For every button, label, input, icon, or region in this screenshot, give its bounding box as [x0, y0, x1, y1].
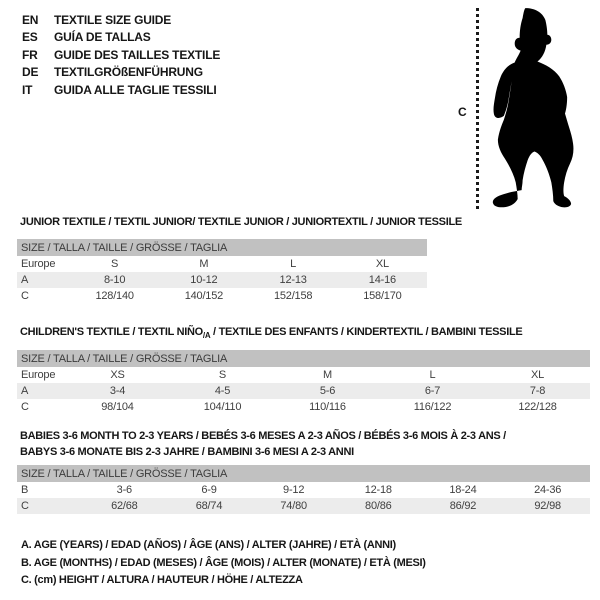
table-row-age-months [17, 482, 590, 498]
size-cell: 14-16 [338, 272, 427, 288]
legend-age-months: B. AGE (MONTHS) / EDAD (MESES) / ÂGE (MOIS) / ALTER (MONATE) / ETÀ (MESI) [21, 556, 426, 569]
language-label: TEXTILE SIZE GUIDE [54, 12, 172, 27]
size-cell: 18-24 [449, 484, 477, 496]
height-dashed-line [476, 8, 479, 211]
size-cell: 122/128 [518, 401, 557, 413]
babies-title-line1: BABIES 3-6 MONTH TO 2-3 YEARS / BEBÉS 3-6 MESES A 2-3 AÑOS / BÉBÉS 3-6 MOIS À 2-3 ANS / [20, 430, 506, 442]
size-cell: 104/110 [203, 401, 242, 413]
size-header-text: SIZE / TALLA / TAILLE / GRÖSSE / TAGLIA [17, 350, 590, 367]
size-cell: 12-13 [249, 272, 338, 288]
language-code: IT [22, 82, 33, 97]
language-code: FR [22, 47, 38, 62]
row-label-cell: C [17, 498, 82, 514]
table-row-height [17, 288, 427, 304]
table-row-height [17, 498, 590, 514]
children-title-text: / TEXTILE DES ENFANTS / KINDERTEXTIL / BAMBINI TESSILE [210, 326, 523, 338]
children-table-title [20, 326, 522, 340]
babies-size-table [17, 465, 590, 514]
row-label-cell: A [17, 383, 65, 399]
language-row-en [22, 11, 220, 29]
children-size-table [17, 350, 590, 415]
size-cell: 10-12 [159, 272, 248, 288]
size-cell: 6-9 [201, 484, 217, 496]
size-cell: 12-18 [364, 484, 392, 496]
size-header-text: SIZE / TALLA / TAILLE / GRÖSSE / TAGLIA [17, 239, 427, 256]
row-label-cell: B [21, 484, 29, 496]
size-header-text: SIZE / TALLA / TAILLE / GRÖSSE / TAGLIA [17, 465, 590, 482]
size-cell: L [290, 258, 297, 270]
size-cell: 62/68 [82, 498, 167, 514]
size-header-bar [17, 239, 427, 256]
size-cell: 98/104 [101, 401, 134, 413]
size-cell: 116/122 [413, 401, 452, 413]
language-row-it [22, 81, 220, 99]
table-row-age-years [17, 272, 427, 288]
size-cell: 74/80 [251, 498, 336, 514]
size-cell: 3-6 [116, 484, 132, 496]
baby-toddler-silhouette-icon [487, 7, 580, 211]
row-label-cell: Europe [21, 369, 56, 381]
language-code: EN [22, 12, 39, 27]
language-code: DE [22, 65, 39, 80]
size-cell: 8-10 [70, 272, 159, 288]
size-cell: 3-4 [65, 383, 170, 399]
size-cell: 6-7 [380, 383, 485, 399]
size-header-bar [17, 465, 590, 482]
row-label-cell: Europe [21, 258, 56, 270]
size-cell: 80/86 [336, 498, 421, 514]
size-cell: XS [110, 369, 125, 381]
language-row-de [22, 64, 220, 82]
junior-table-title: JUNIOR TEXTILE / TEXTIL JUNIOR/ TEXTILE JUNIOR / JUNIORTEXTIL / JUNIOR TESSILE [20, 216, 462, 228]
table-row-europe [17, 367, 590, 383]
size-cell: 7-8 [485, 383, 590, 399]
table-row-age-years [17, 383, 590, 399]
legend-age-years: A. AGE (YEARS) / EDAD (AÑOS) / ÂGE (ANS) / ALTER (JAHRE) / ETÀ (ANNI) [21, 539, 396, 551]
size-cell: XL [375, 258, 389, 270]
row-label-cell: C [21, 401, 29, 413]
size-cell: L [429, 369, 436, 381]
table-row-europe [17, 256, 427, 272]
size-cell: 9-12 [283, 484, 305, 496]
legend [21, 539, 426, 592]
size-cell: XL [530, 369, 545, 381]
size-cell: 92/98 [505, 498, 590, 514]
junior-size-table [17, 239, 427, 304]
children-title-subscript: /A [202, 331, 211, 341]
language-label: GUÍA DE TALLAS [54, 30, 151, 45]
language-row-es [22, 29, 220, 47]
babies-title-line2: BABYS 3-6 MONATE BIS 2-3 JAHRE / BAMBINI 3-6 MESI A 2-3 ANNI [20, 446, 354, 458]
language-label: GUIDE DES TAILLES TEXTILE [54, 47, 221, 62]
row-label-cell: C [21, 290, 29, 302]
size-header-bar [17, 350, 590, 367]
language-row-fr [22, 46, 220, 64]
size-cell: 152/158 [273, 290, 313, 302]
language-label: GUIDA ALLE TAGLIE TESSILI [54, 82, 217, 97]
size-cell: 140/152 [184, 290, 224, 302]
table-row-height [17, 399, 590, 415]
size-cell: M [323, 369, 332, 381]
size-cell: S [218, 369, 227, 381]
size-cell: 4-5 [170, 383, 275, 399]
size-cell: 128/140 [95, 290, 134, 302]
size-cell: 5-6 [275, 383, 380, 399]
size-cell: 68/74 [167, 498, 252, 514]
height-measure-label: C [458, 105, 467, 119]
size-cell: M [199, 258, 209, 270]
children-title-text: CHILDREN'S TEXTILE / TEXTIL NIÑO [20, 326, 203, 338]
row-label-cell: A [17, 272, 70, 288]
language-label: TEXTILGRÖßENFÜHRUNG [54, 65, 203, 80]
size-cell: 24-36 [534, 484, 562, 496]
size-cell: 86/92 [421, 498, 506, 514]
language-list [22, 11, 220, 99]
language-code: ES [22, 30, 38, 45]
size-cell: 110/116 [309, 401, 346, 413]
babies-table-title [20, 428, 506, 460]
legend-height: C. (cm) HEIGHT / ALTURA / HAUTEUR / HÖHE / ALTEZZA [21, 574, 303, 586]
size-cell: 158/170 [363, 290, 402, 302]
size-cell: S [111, 258, 119, 270]
